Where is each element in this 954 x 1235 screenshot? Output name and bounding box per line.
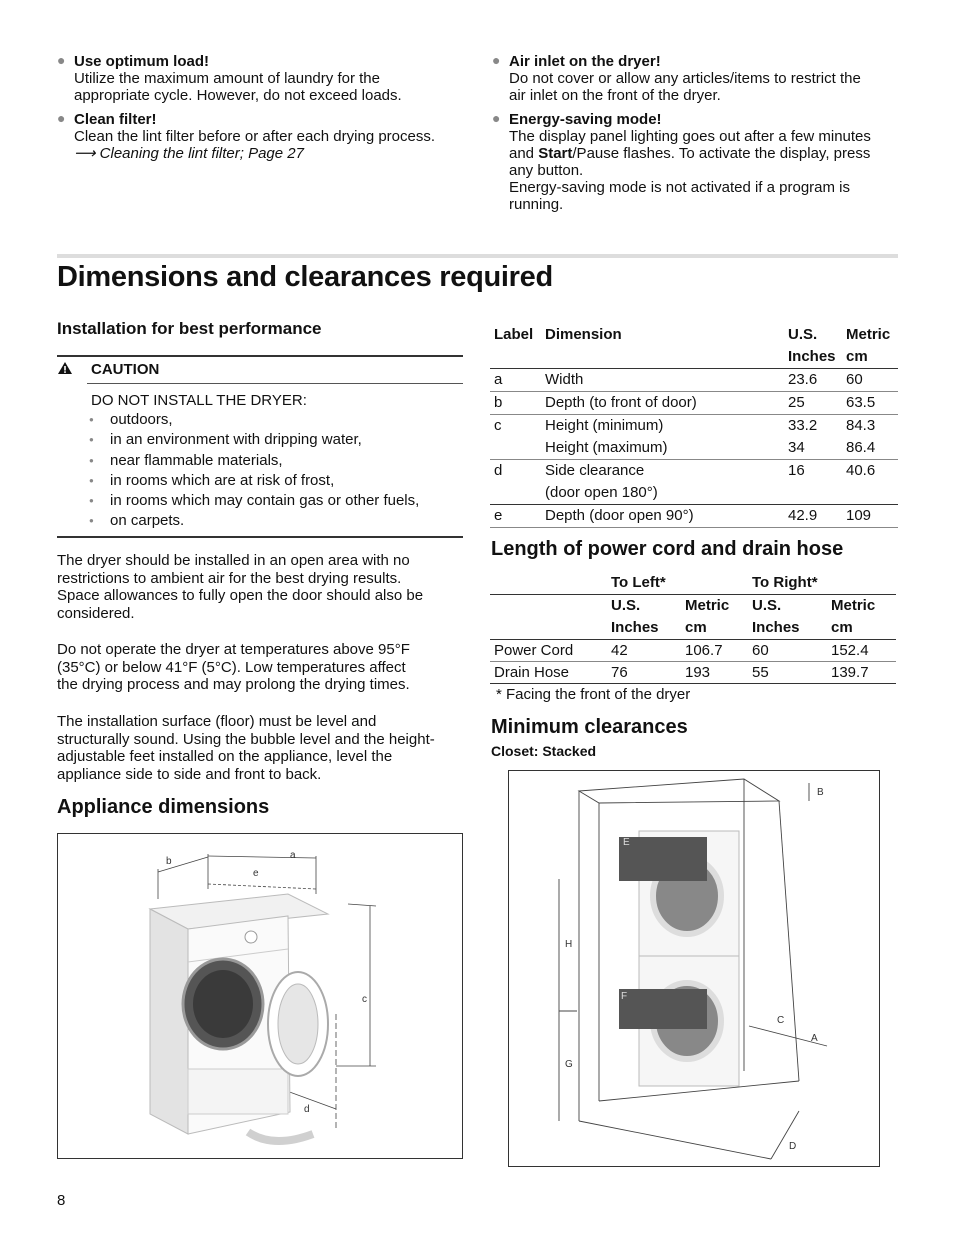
caution-item: ● in an environment with dripping water, xyxy=(110,431,419,451)
caution-item: ● near flammable materials, xyxy=(110,452,419,472)
cord-unit-row xyxy=(490,595,896,640)
row-label: e xyxy=(494,507,503,524)
row-metric: 60 xyxy=(846,371,863,388)
cell-line: (door open 180°) xyxy=(545,484,658,501)
page-number: 8 xyxy=(57,1192,66,1209)
header-us xyxy=(748,595,827,640)
section-divider xyxy=(57,254,898,258)
bullet-title: Use optimum load! xyxy=(74,53,210,70)
row-metric xyxy=(842,415,898,460)
row-right-us: 60 xyxy=(752,642,769,659)
row-left-us: 76 xyxy=(611,664,628,681)
header-to-right: To Right* xyxy=(752,574,818,591)
paragraph-line: Space allowances to fully open the door should also be xyxy=(57,587,424,604)
cell-line: 86.4 xyxy=(846,439,876,456)
paragraph-line: considered. xyxy=(57,604,135,622)
paragraph-line: (35°C) or below 41°F (5°C). Low temperatures affect xyxy=(57,658,406,676)
header-us xyxy=(607,595,681,640)
row-us: 16 xyxy=(788,462,805,479)
door-glass xyxy=(278,984,318,1064)
closet-label: Closet: Stacked xyxy=(491,743,597,759)
row-dimension xyxy=(541,460,784,505)
table-row xyxy=(490,369,898,392)
caution-item: ● on carpets. xyxy=(110,512,419,532)
header-metric xyxy=(681,595,748,640)
caution-label: CAUTION xyxy=(91,361,160,378)
caution-bottom-rule xyxy=(57,536,463,538)
label-c: C xyxy=(777,1015,785,1026)
header-line: Metric xyxy=(685,597,730,614)
dryer-side xyxy=(150,909,188,1134)
bullet-air-inlet: ● Air inlet on the dryer! Do not cover or allow any articles/items to restrict the air inlet on the front of the dryer. xyxy=(509,53,909,104)
warning-icon xyxy=(57,361,73,375)
bullet-title: Air inlet on the dryer! xyxy=(509,53,661,70)
paragraph-line: The dryer should be installed in an open area with no xyxy=(57,552,410,569)
empty-header xyxy=(490,572,607,595)
install-title: Installation for best performance xyxy=(57,319,322,338)
paragraph-line: restrictions to ambient air for the best drying results. xyxy=(57,569,402,587)
caution-item: ● in rooms which may contain gas or other fuels, xyxy=(110,492,419,512)
bullet-text: The display panel lighting goes out after a few minutes xyxy=(509,128,871,145)
label-b: B xyxy=(817,787,824,798)
row-right-us: 55 xyxy=(752,664,769,681)
appliance-dimensions-title: Appliance dimensions xyxy=(57,796,270,818)
header-line: Metric xyxy=(831,597,876,614)
header-label: Label xyxy=(494,326,534,343)
header-metric xyxy=(827,595,896,640)
header-line: cm xyxy=(831,619,853,636)
cell-line: Height (minimum) xyxy=(545,417,664,434)
min-clearances-title: Minimum clearances xyxy=(491,716,688,738)
caution-item: ● outdoors, xyxy=(110,411,419,431)
header-line: Inches xyxy=(611,619,659,636)
bullet-title: Energy-saving mode! xyxy=(509,111,662,128)
paragraph-line: Do not operate the dryer at temperatures above 95°F xyxy=(57,641,410,658)
bullet-text: air inlet on the front of the dryer. xyxy=(509,87,721,104)
text-fragment: and xyxy=(509,145,539,162)
row-name: Drain Hose xyxy=(494,664,570,681)
bullet-text: Clean the lint filter before or after each drying process. xyxy=(74,128,436,145)
drain-hose xyxy=(248,1132,313,1141)
clearance-box-f xyxy=(619,989,707,1029)
paragraph-line: the drying process and may prolong the drying times. xyxy=(57,676,410,693)
paragraph-floor xyxy=(57,713,467,783)
bullet-energy-saving: ● Energy-saving mode! The display panel lighting goes out after a few minutes and Start/Pause flashes. To activate the display, press any button. Energy-saving mode is not activated if a program is running. xyxy=(509,111,909,213)
start-keyword: Start xyxy=(538,145,573,162)
cord-title: Length of power cord and drain hose xyxy=(491,538,844,560)
cord-footnote: * Facing the front of the dryer xyxy=(496,686,691,703)
row-dimension: Depth (to front of door) xyxy=(545,394,697,411)
label-e: e xyxy=(253,868,259,879)
row-label: b xyxy=(494,394,503,411)
empty-header xyxy=(490,595,607,640)
header-line: U.S. xyxy=(752,597,782,614)
label-b: b xyxy=(166,856,172,867)
row-dimension: Depth (door open 90°) xyxy=(545,507,694,524)
label-h: H xyxy=(565,939,573,950)
bullet-text xyxy=(509,145,909,162)
bullet-text: Energy-saving mode is not activated if a program is xyxy=(509,179,850,196)
label-d: d xyxy=(304,1104,310,1115)
table-row xyxy=(490,415,898,460)
label-c: c xyxy=(362,994,367,1005)
text-fragment: /Pause flashes. To activate the display, press xyxy=(572,145,871,162)
caution-top-rule xyxy=(57,355,463,357)
section-title: Dimensions and clearances required xyxy=(57,261,553,293)
header-dimension: Dimension xyxy=(545,326,622,343)
row-label: a xyxy=(494,371,503,388)
water-container xyxy=(188,1069,288,1114)
bullet-use-optimum-load: ● Use optimum load! Utilize the maximum amount of laundry for the appropriate cycle. However, do not exceed loads. xyxy=(74,53,474,104)
program-knob-icon xyxy=(245,931,257,943)
cell-line: Height (maximum) xyxy=(545,439,668,456)
clearance-box-e xyxy=(619,837,707,881)
table-row xyxy=(490,392,898,415)
row-us xyxy=(784,415,842,460)
caution-intro: DO NOT INSTALL THE DRYER: xyxy=(91,392,307,409)
header-line: cm xyxy=(685,619,707,636)
row-left-metric: 106.7 xyxy=(685,642,723,659)
header-line: Inches xyxy=(752,619,800,636)
row-label: c xyxy=(494,417,502,434)
row-right-metric: 139.7 xyxy=(831,664,869,681)
header-line: Inches xyxy=(788,348,836,365)
header-line: Metric xyxy=(846,326,891,343)
label-a: A xyxy=(811,1033,818,1044)
cell-line: 34 xyxy=(788,439,805,456)
paragraph-temperature xyxy=(57,641,467,694)
row-label: d xyxy=(494,462,503,479)
cell-line: Side clearance xyxy=(545,462,645,479)
table-header-row xyxy=(490,324,898,369)
paragraph-line: adjustable feet installed on the appliance, level the xyxy=(57,748,393,765)
row-left-us: 42 xyxy=(611,642,628,659)
row-metric: 63.5 xyxy=(846,394,876,411)
drum-interior xyxy=(193,970,253,1038)
page-reference-link[interactable]: ⟶ Cleaning the lint filter; Page 27 xyxy=(74,145,304,162)
row-dimension: Width xyxy=(545,371,584,388)
label-d: D xyxy=(789,1141,797,1152)
row-dimension xyxy=(541,415,784,460)
table-row xyxy=(490,505,898,528)
caution-list xyxy=(110,411,419,533)
label-e: E xyxy=(623,837,630,848)
row-right-metric: 152.4 xyxy=(831,642,869,659)
dimensions-table xyxy=(490,324,898,528)
closet-illustration xyxy=(509,771,879,1166)
paragraph-line: appliance side to side and front to back. xyxy=(57,765,322,783)
bullet-text: Utilize the maximum amount of laundry for the xyxy=(74,70,380,87)
caution-inner-rule xyxy=(87,383,463,384)
cord-table xyxy=(490,572,896,684)
row-left-metric: 193 xyxy=(685,664,711,681)
caution-item: ● in rooms which are at risk of frost, xyxy=(110,472,419,492)
dryer-illustration xyxy=(58,834,462,1158)
row-metric: 40.6 xyxy=(846,462,876,479)
bullet-text: any button. xyxy=(509,162,584,179)
closet-figure xyxy=(508,770,880,1167)
bullet-text: running. xyxy=(509,196,564,213)
header-line: U.S. xyxy=(788,326,818,343)
label-g: G xyxy=(565,1059,573,1070)
cord-direction-row xyxy=(490,572,896,595)
label-f: F xyxy=(621,991,628,1002)
header-metric xyxy=(842,324,898,369)
paragraph-line: The installation surface (floor) must be level and xyxy=(57,713,377,730)
header-line: cm xyxy=(846,348,868,365)
paragraph-line: structurally sound. Using the bubble level and the height- xyxy=(57,730,435,748)
row-name: Power Cord xyxy=(494,642,574,659)
cell-line: 33.2 xyxy=(788,417,818,434)
table-row xyxy=(490,460,898,505)
row-us: 25 xyxy=(788,394,805,411)
row-us: 42.9 xyxy=(788,507,818,524)
bullet-text: Do not cover or allow any articles/items to restrict the xyxy=(509,70,861,87)
table-row xyxy=(490,640,896,662)
cell-line: 84.3 xyxy=(846,417,876,434)
bullet-title: Clean filter! xyxy=(74,111,157,128)
header-line: U.S. xyxy=(611,597,641,614)
bullet-clean-filter: ● Clean filter! Clean the lint filter before or after each drying process. ⟶ Cleaning the lint filter; Page 27 xyxy=(74,111,474,162)
header-us xyxy=(784,324,842,369)
bullet-text: appropriate cycle. However, do not exceed loads. xyxy=(74,87,402,104)
row-metric: 109 xyxy=(846,507,872,524)
label-a: a xyxy=(290,850,296,861)
row-us: 23.6 xyxy=(788,371,818,388)
appliance-dimensions-figure xyxy=(57,833,463,1159)
header-to-left: To Left* xyxy=(611,574,666,591)
table-row xyxy=(490,662,896,684)
paragraph-open-area xyxy=(57,552,467,622)
